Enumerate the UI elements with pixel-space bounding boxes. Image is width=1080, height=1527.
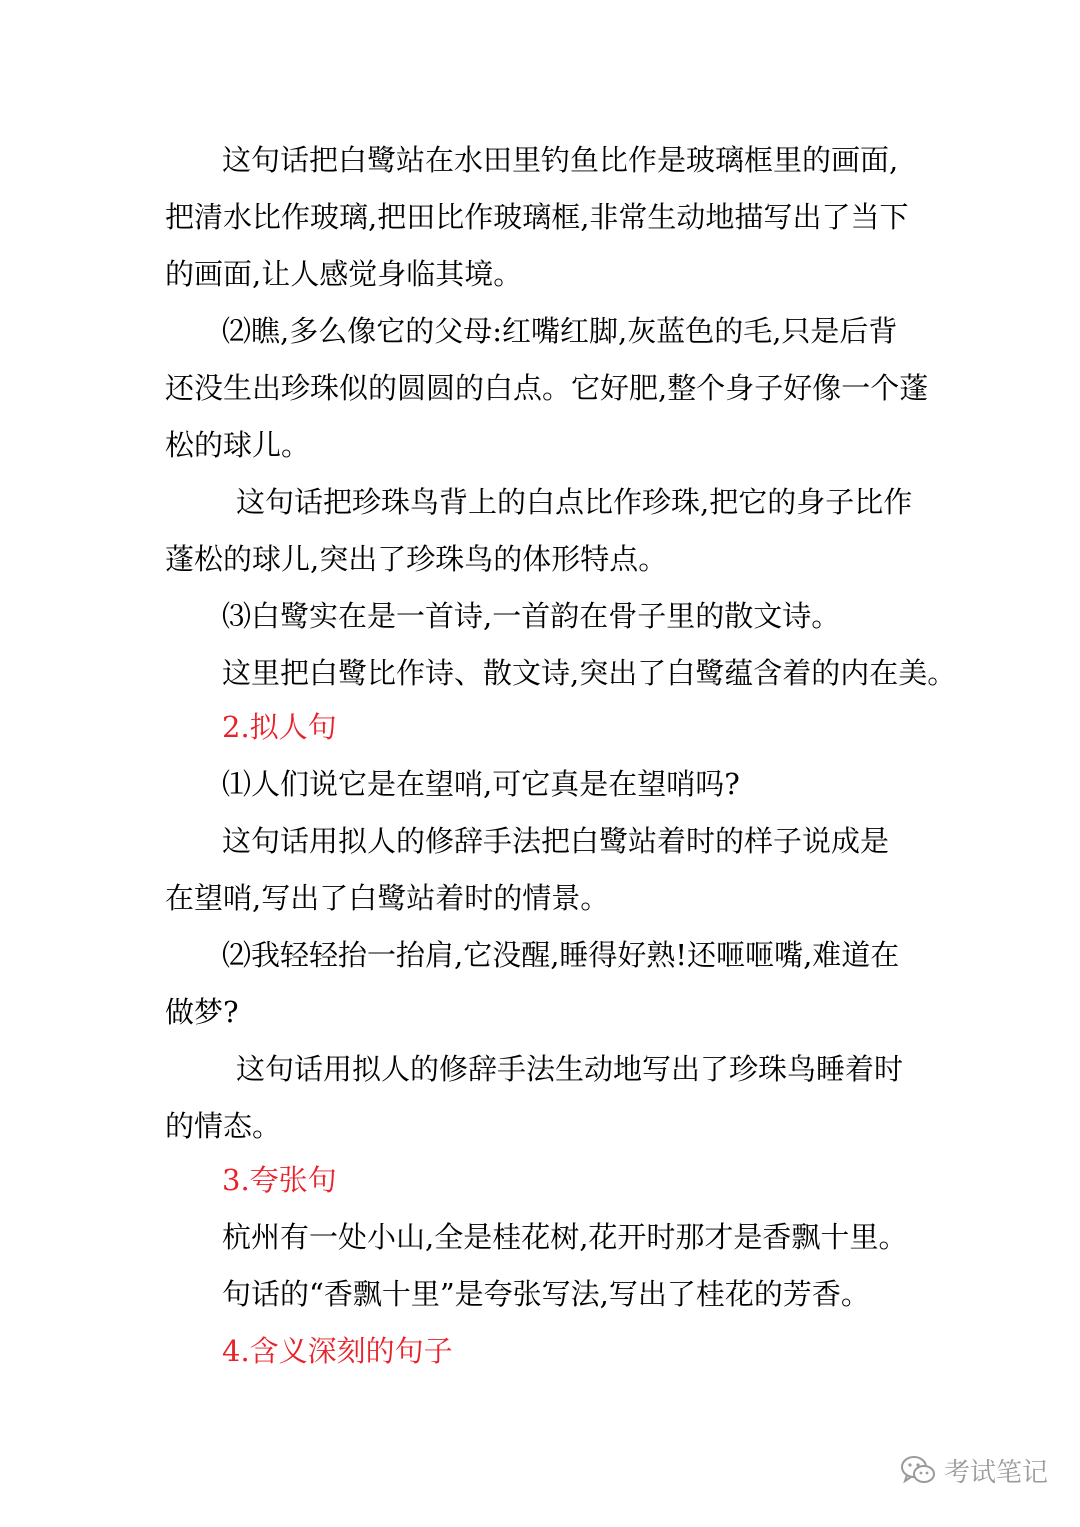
- text-line: 做梦?: [165, 995, 239, 1029]
- watermark: [900, 1448, 1048, 1492]
- text-line: 把清水比作玻璃,把田比作玻璃框,非常生动地描写出了当下: [165, 200, 909, 234]
- text-line: ⑴人们说它是在望哨,可它真是在望哨吗?: [222, 767, 740, 801]
- text-line: 这里把白鹭比作诗、散文诗,突出了白鹭蕴含着的内在美。: [222, 656, 957, 690]
- text-line: 的情态。: [165, 1109, 282, 1143]
- text-line: ⑶白鹭实在是一首诗,一首韵在骨子里的散文诗。: [222, 599, 841, 633]
- text-line: 杭州有一处小山,全是桂花树,花开时那才是香飘十里。: [222, 1220, 908, 1254]
- text-line: 这句话用拟人的修辞手法把白鹭站着时的样子说成是: [222, 824, 890, 858]
- wechat-icon: [900, 1454, 936, 1486]
- text-line: ⑵瞧,多么像它的父母:红嘴红脚,灰蓝色的毛,只是后背: [222, 314, 898, 348]
- text-line: 松的球儿。: [165, 428, 311, 462]
- text-line: 这句话把珍珠鸟背上的白点比作珍珠,把它的身子比作: [236, 485, 913, 519]
- section-heading-profound-sentences: 4.含义深刻的句子: [222, 1334, 453, 1368]
- section-heading-personification: 2.拟人句: [222, 710, 337, 744]
- text-line: 在望哨,写出了白鹭站着时的情景。: [165, 881, 610, 915]
- text-line: 这句话用拟人的修辞手法生动地写出了珍珠鸟睡着时: [236, 1052, 904, 1086]
- text-line: 蓬松的球儿,突出了珍珠鸟的体形特点。: [165, 542, 668, 576]
- watermark-text: 考试笔记: [944, 1457, 1049, 1488]
- text-line: ⑵我轻轻抬一抬肩,它没醒,睡得好熟!还咂咂嘴,难道在: [222, 938, 900, 972]
- text-line: 这句话把白鹭站在水田里钓鱼比作是玻璃框里的画面,: [222, 143, 899, 177]
- text-line: 还没生出珍珠似的圆圆的白点。它好肥,整个身子好像一个蓬: [165, 371, 929, 405]
- text-line: 的画面,让人感觉身临其境。: [165, 257, 523, 291]
- text-line: 句话的“香飘十里”是夸张写法,写出了桂花的芳香。: [222, 1277, 870, 1311]
- section-heading-hyperbole: 3.夸张句: [222, 1163, 337, 1197]
